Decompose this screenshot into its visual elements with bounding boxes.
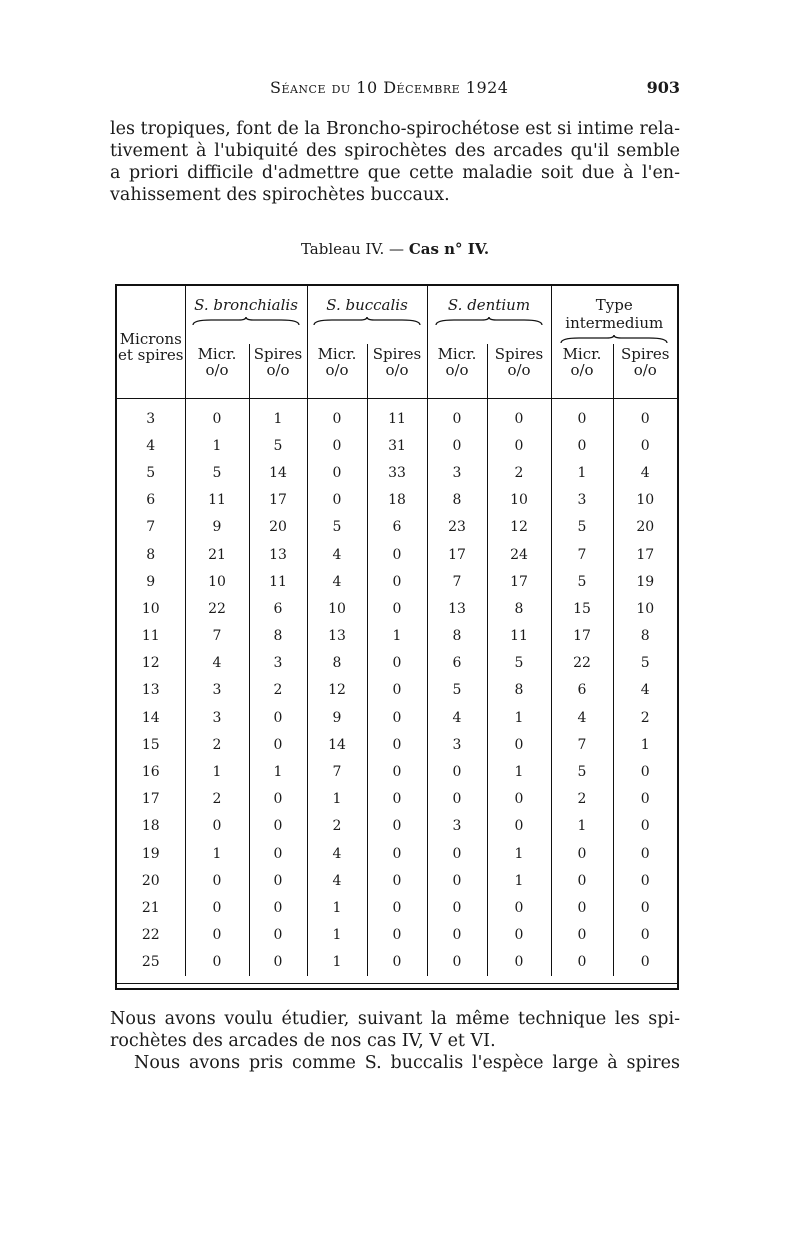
value-cell: 1 [551,459,613,486]
value-cell: 1 [487,758,551,785]
value-cell: 0 [613,894,677,921]
brace-icon [312,316,422,326]
table-row [117,894,677,921]
value-cell: 7 [185,623,249,650]
spires-header: Spires o/o [249,344,307,399]
value-cell: 11 [487,623,551,650]
value-cell: 0 [249,840,307,867]
value-cell: 0 [367,813,427,840]
paragraph-line: vahissement des spirochètes buccaux. [110,185,450,205]
value-cell: 4 [307,867,367,894]
value-cell: 0 [367,894,427,921]
value-cell: 11 [367,405,427,432]
value-cell: 2 [185,786,249,813]
value-cell: 0 [613,840,677,867]
value-cell: 12 [487,514,551,541]
table-row [117,949,677,976]
table-body [117,405,677,976]
value-cell: 3 [427,731,487,758]
value-cell: 1 [487,704,551,731]
value-cell: 7 [427,568,487,595]
brace-icon [434,316,544,326]
value-cell: 10 [487,487,551,514]
value-cell: 20 [613,514,677,541]
table-row [117,623,677,650]
value-cell: 4 [307,840,367,867]
table-row [117,650,677,677]
value-cell: 8 [613,623,677,650]
value-cell: 6 [367,514,427,541]
paragraph-line: Nous avons voulu étudier, suivant la même technique les spi- [110,1009,680,1029]
value-cell: 13 [307,623,367,650]
value-cell: 13 [427,595,487,622]
table-row [117,405,677,432]
value-cell: 7 [551,541,613,568]
value-cell: 1 [551,813,613,840]
micr-header: Micr. o/o [185,344,249,399]
table-row [117,731,677,758]
value-cell: 21 [185,541,249,568]
value-cell: 5 [551,568,613,595]
page-number: 903 [646,78,680,97]
value-cell: 0 [367,758,427,785]
value-cell: 1 [249,758,307,785]
value-cell: 0 [487,949,551,976]
value-cell: 0 [367,541,427,568]
microns-cell: 8 [146,546,156,563]
value-cell: 17 [249,487,307,514]
table-row [117,541,677,568]
value-cell: 5 [551,758,613,785]
microns-cell: 4 [146,437,156,454]
value-cell: 0 [427,432,487,459]
table-row [117,487,677,514]
value-cell: 0 [249,922,307,949]
value-cell: 0 [249,949,307,976]
table-row [117,704,677,731]
value-cell: 0 [427,922,487,949]
value-cell: 0 [427,840,487,867]
value-cell: 0 [613,949,677,976]
paragraph-line: rochètes des arcades de nos cas IV, V et VI. [110,1031,496,1051]
value-cell: 12 [307,677,367,704]
value-cell: 1 [185,432,249,459]
value-cell: 0 [249,867,307,894]
value-cell: 0 [249,786,307,813]
value-cell: 4 [613,459,677,486]
value-cell: 0 [613,922,677,949]
value-cell: 0 [427,786,487,813]
brace-icon [559,334,669,344]
value-cell: 10 [185,568,249,595]
value-cell: 1 [185,758,249,785]
value-cell: 0 [307,405,367,432]
paragraph-line: les tropiques, font de la Broncho-spirochétose est si intime rela- [110,119,680,139]
value-cell: 2 [551,786,613,813]
closing-paragraph [110,1008,680,1074]
value-cell: 0 [487,786,551,813]
value-cell: 31 [367,432,427,459]
value-cell: 0 [427,758,487,785]
value-cell: 1 [307,922,367,949]
group-header [427,286,551,344]
value-cell: 0 [487,731,551,758]
value-cell: 17 [487,568,551,595]
value-cell: 6 [249,595,307,622]
value-cell: 0 [551,405,613,432]
value-cell: 0 [551,894,613,921]
value-cell: 10 [613,595,677,622]
microns-cell: 3 [146,410,156,427]
microns-cell: 14 [141,709,160,726]
group-header [551,286,677,344]
paragraph-line: Nous avons pris comme S. buccalis l'espèce large à spires [134,1053,680,1073]
value-cell: 0 [249,813,307,840]
micr-header: Micr. o/o [427,344,487,399]
value-cell: 0 [367,568,427,595]
spires-header: Spires o/o [613,344,677,399]
value-cell: 6 [427,650,487,677]
value-cell: 1 [487,840,551,867]
value-cell: 11 [185,487,249,514]
value-cell: 0 [367,731,427,758]
value-cell: 18 [367,487,427,514]
value-cell: 17 [427,541,487,568]
microns-cell: 16 [141,764,160,781]
value-cell: 3 [185,704,249,731]
microns-cell: 13 [141,682,160,699]
table-row [117,514,677,541]
table-row [117,813,677,840]
microns-cell: 9 [146,573,156,590]
value-cell: 5 [185,459,249,486]
value-cell: 0 [487,813,551,840]
value-cell: 8 [249,623,307,650]
microns-cell: 11 [141,628,160,645]
value-cell: 8 [487,677,551,704]
value-cell: 17 [551,623,613,650]
value-cell: 1 [185,840,249,867]
value-cell: 0 [367,786,427,813]
micr-header: Micr. o/o [551,344,613,399]
value-cell: 0 [185,922,249,949]
value-cell: 0 [185,867,249,894]
value-cell: 0 [551,840,613,867]
value-cell: 13 [249,541,307,568]
species-name: S. dentium [447,296,531,314]
value-cell: 22 [185,595,249,622]
value-cell: 1 [613,731,677,758]
table-row [117,568,677,595]
microns-cell: 6 [146,492,156,509]
data-table-frame [115,284,679,990]
value-cell: 0 [487,922,551,949]
value-cell: 0 [307,459,367,486]
table-row [117,867,677,894]
value-cell: 2 [613,704,677,731]
microns-cell: 18 [141,818,160,835]
value-cell: 22 [551,650,613,677]
value-cell: 1 [367,623,427,650]
data-table [117,286,677,976]
value-cell: 5 [427,677,487,704]
value-cell: 5 [307,514,367,541]
value-cell: 3 [427,459,487,486]
value-cell: 5 [249,432,307,459]
table-row [117,758,677,785]
value-cell: 19 [613,568,677,595]
value-cell: 2 [185,731,249,758]
value-cell: 15 [551,595,613,622]
microns-cell: 15 [141,736,160,753]
value-cell: 0 [427,949,487,976]
value-cell: 5 [613,650,677,677]
table-row [117,786,677,813]
value-cell: 0 [185,894,249,921]
value-cell: 0 [427,894,487,921]
value-cell: 0 [249,731,307,758]
value-cell: 1 [307,786,367,813]
table-row [117,922,677,949]
value-cell: 4 [551,704,613,731]
value-cell: 0 [427,405,487,432]
table-row [117,677,677,704]
group-header [307,286,427,344]
value-cell: 8 [427,623,487,650]
value-cell: 3 [427,813,487,840]
value-cell: 0 [367,704,427,731]
value-cell: 0 [307,432,367,459]
value-cell: 8 [307,650,367,677]
value-cell: 1 [487,867,551,894]
microns-cell: 20 [141,872,160,889]
value-cell: 0 [427,867,487,894]
value-cell: 5 [551,514,613,541]
value-cell: 2 [249,677,307,704]
value-cell: 7 [307,758,367,785]
value-cell: 24 [487,541,551,568]
value-cell: 3 [249,650,307,677]
microns-cell: 7 [146,519,156,536]
paragraph-line: a priori difficile d'admettre que cette maladie soit due à l'en- [110,163,680,183]
microns-cell: 12 [141,655,160,672]
value-cell: 0 [487,432,551,459]
value-cell: 10 [307,595,367,622]
value-cell: 0 [367,922,427,949]
spires-header: Spires o/o [487,344,551,399]
value-cell: 0 [551,432,613,459]
value-cell: 4 [613,677,677,704]
value-cell: 14 [307,731,367,758]
value-cell: 9 [307,704,367,731]
value-cell: 8 [427,487,487,514]
running-title: Séance du 10 Décembre 1924 [270,78,509,97]
table-row [117,432,677,459]
value-cell: 4 [185,650,249,677]
value-cell: 7 [551,731,613,758]
species-name: S. buccalis [326,296,408,314]
table-row [117,595,677,622]
microns-cell: 19 [141,845,160,862]
value-cell: 0 [249,894,307,921]
value-cell: 0 [185,405,249,432]
value-cell: 0 [613,432,677,459]
value-cell: 9 [185,514,249,541]
value-cell: 0 [367,677,427,704]
caption-case: Cas n° IV. [408,240,490,258]
value-cell: 0 [307,487,367,514]
microns-cell: 22 [141,927,160,944]
value-cell: 0 [613,405,677,432]
value-cell: 14 [249,459,307,486]
table-row [117,840,677,867]
value-cell: 23 [427,514,487,541]
value-cell: 8 [487,595,551,622]
microns-cell: 17 [141,791,160,808]
value-cell: 0 [185,949,249,976]
intro-paragraph [110,118,680,206]
running-header [110,74,680,104]
value-cell: 0 [613,758,677,785]
value-cell: 11 [249,568,307,595]
micr-header: Micr. o/o [307,344,367,399]
brace-icon [191,316,301,326]
microns-cell: 25 [141,954,160,971]
table-caption [110,240,680,258]
spires-header: Spires o/o [367,344,427,399]
value-cell: 3 [185,677,249,704]
group-header [185,286,307,344]
value-cell: 0 [613,867,677,894]
value-cell: 4 [307,541,367,568]
value-cell: 4 [307,568,367,595]
value-cell: 0 [185,813,249,840]
value-cell: 0 [367,650,427,677]
species-name: Type intermedium [565,296,664,332]
value-cell: 17 [613,541,677,568]
value-cell: 1 [307,894,367,921]
value-cell: 0 [551,867,613,894]
value-cell: 33 [367,459,427,486]
microns-cell: 10 [141,600,160,617]
value-cell: 0 [613,786,677,813]
value-cell: 3 [551,487,613,514]
microns-cell: 5 [146,464,156,481]
value-cell: 2 [487,459,551,486]
caption-prefix: Tableau IV. — [300,240,405,258]
value-cell: 0 [613,813,677,840]
value-cell: 4 [427,704,487,731]
value-cell: 1 [307,949,367,976]
value-cell: 0 [367,867,427,894]
value-cell: 5 [487,650,551,677]
species-name: S. bronchialis [194,296,298,314]
paragraph-line: tivement à l'ubiquité des spirochètes des arcades qu'il semble [110,141,680,161]
value-cell: 0 [487,405,551,432]
value-cell: 20 [249,514,307,541]
value-cell: 0 [551,922,613,949]
first-column-header: Microns et spires [117,330,184,364]
value-cell: 0 [367,949,427,976]
table-row [117,459,677,486]
value-cell: 1 [249,405,307,432]
microns-cell: 21 [141,899,160,916]
value-cell: 6 [551,677,613,704]
value-cell: 0 [367,595,427,622]
value-cell: 10 [613,487,677,514]
value-cell: 0 [249,704,307,731]
value-cell: 0 [367,840,427,867]
value-cell: 0 [551,949,613,976]
value-cell: 0 [487,894,551,921]
value-cell: 2 [307,813,367,840]
